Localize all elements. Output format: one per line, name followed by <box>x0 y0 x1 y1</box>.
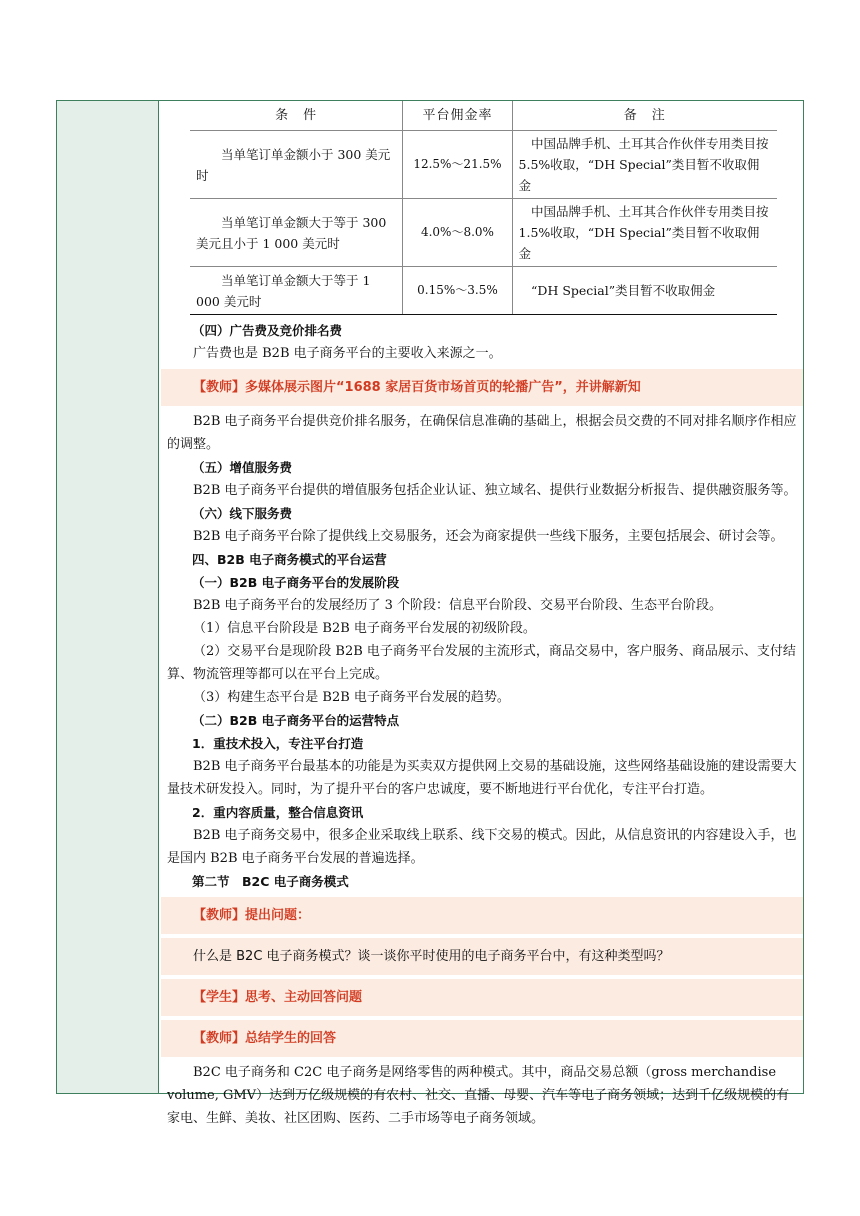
table-cell-note: 中国品牌手机、土耳其合作伙伴专用类目按1.5%收取，“DH Special”类目暂不收取佣金 <box>512 199 777 267</box>
list-item: （1）信息平台阶段是 B2B 电子商务平台发展的初级阶段。 <box>193 621 536 636</box>
chapter-heading: 第二节 B2C 电子商务模式 <box>192 874 349 889</box>
table-header-note: 备 注 <box>512 101 777 131</box>
paragraph: B2B 电子商务平台最基本的功能是为买卖双方提供网上交易的基础设施，这些网络基础设施的建设需要大量技术研发投入。同时，为了提升平台的客户忠诚度，要不断地进行平台优化，专注平台打造。 <box>167 759 797 797</box>
section-heading: 四、B2B 电子商务模式的平台运营 <box>192 552 387 567</box>
paragraph: 广告费也是 B2B 电子商务平台的主要收入来源之一。 <box>193 346 502 361</box>
section-heading: （二）B2B 电子商务平台的运营特点 <box>192 713 400 728</box>
list-item: （3）构建生态平台是 B2B 电子商务平台发展的趋势。 <box>193 690 510 705</box>
table-row <box>190 131 777 199</box>
teacher-note-band: 【教师】提出问题： <box>161 897 803 934</box>
lesson-content <box>161 101 803 1126</box>
commission-table <box>190 101 777 315</box>
text-blocks <box>167 319 797 1130</box>
section-heading: （四）广告费及竞价排名费 <box>192 323 343 338</box>
teacher-note-band: 【教师】总结学生的回答 <box>161 1020 803 1057</box>
table-cell-condition: 当单笔订单金额大于等于 300 美元且小于 1 000 美元时 <box>190 199 403 267</box>
table-row <box>190 199 777 267</box>
teacher-note-band: 【教师】多媒体展示图片“1688 家居百货市场首页的轮播广告”，并讲解新知 <box>161 369 803 406</box>
paragraph: B2B 电子商务平台的发展经历了 3 个阶段：信息平台阶段、交易平台阶段、生态平台阶段。 <box>193 598 723 613</box>
table-cell-note: 中国品牌手机、土耳其合作伙伴专用类目按5.5%收取，“DH Special”类目暂不收取佣金 <box>512 131 777 199</box>
student-note-band: 【学生】思考、主动回答问题 <box>161 979 803 1016</box>
paragraph: B2C 电子商务和 C2C 电子商务是网络零售的两种模式。其中，商品交易总额（gross merchandise volume, GMV）达到万亿级规模的有农村、社交、直播、母婴、汽车等电子商务领域；达到千亿级规模的有家电、生鲜、美妆、社区团购、医药、二手市场等电子商务领域。 <box>167 1065 790 1126</box>
table-cell-rate: 4.0%～8.0% <box>403 199 512 267</box>
table-header-rate: 平台佣金率 <box>403 101 512 131</box>
table-cell-rate: 0.15%～3.5% <box>403 267 512 315</box>
paragraph: B2B 电子商务平台除了提供线上交易服务，还会为商家提供一些线下服务，主要包括展会、研讨会等。 <box>193 529 784 544</box>
section-heading: （一）B2B 电子商务平台的发展阶段 <box>192 575 400 590</box>
table-header-row <box>190 101 777 131</box>
question-band: 什么是 B2C 电子商务模式？谈一谈你平时使用的电子商务平台中，有这种类型吗？ <box>161 938 803 975</box>
lesson-frame <box>56 100 804 1126</box>
section-heading: （五）增值服务费 <box>192 460 293 475</box>
section-heading: 2．重内容质量，整合信息资讯 <box>192 805 364 820</box>
table-cell-note: “DH Special”类目暂不收取佣金 <box>512 267 777 315</box>
paragraph: B2B 电子商务平台提供竞价排名服务，在确保信息准确的基础上，根据会员交费的不同对排名顺序作相应的调整。 <box>167 414 797 452</box>
table-header-condition: 条 件 <box>190 101 403 131</box>
section-heading: 1．重技术投入，专注平台打造 <box>192 736 364 751</box>
paragraph: B2B 电子商务交易中，很多企业采取线上联系、线下交易的模式。因此，从信息资讯的内容建设入手，也是国内 B2B 电子商务平台发展的普遍选择。 <box>167 828 797 866</box>
left-column <box>57 101 159 1093</box>
paragraph: B2B 电子商务平台提供的增值服务包括企业认证、独立域名、提供行业数据分析报告、提供融资服务等。 <box>193 483 797 498</box>
table-cell-condition: 当单笔订单金额小于 300 美元时 <box>190 131 403 199</box>
list-item: （2）交易平台是现阶段 B2B 电子商务平台发展的主流形式，商品交易中，客户服务、商品展示、支付结算、物流管理等都可以在平台上完成。 <box>167 644 796 682</box>
table-cell-rate: 12.5%～21.5% <box>403 131 512 199</box>
section-heading: （六）线下服务费 <box>192 506 293 521</box>
table-cell-condition: 当单笔订单金额大于等于 1 000 美元时 <box>190 267 403 315</box>
table-row <box>190 267 777 315</box>
